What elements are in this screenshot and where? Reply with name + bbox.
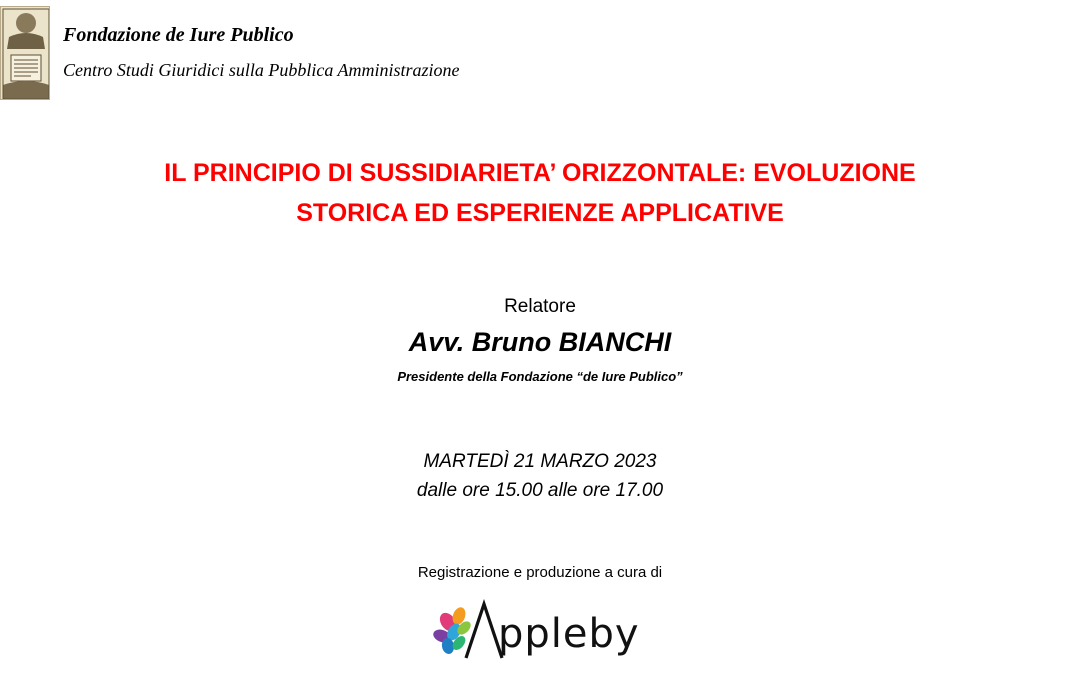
org-subtitle: Centro Studi Giuridici sulla Pubblica Amministrazione — [63, 60, 460, 80]
foundation-logo — [0, 6, 50, 100]
event-date: MARTEDÌ 21 MARZO 2023 — [423, 451, 657, 472]
org-name: Fondazione de Iure Publico — [63, 24, 294, 46]
engraved-book-frontispiece-icon — [1, 7, 50, 100]
event-title-line-2: STORICA ED ESPERIENZE APPLICATIVE — [296, 199, 784, 227]
production-credit: Registrazione e produzione a cura di — [417, 564, 663, 581]
event-title-line-1: IL PRINCIPIO DI SUSSIDIARIETA’ ORIZZONTALE: EVOLUZIONE — [164, 159, 916, 187]
speaker-name: Avv. Bruno BIANCHI — [408, 327, 672, 357]
appleby-wordmark: ppleby — [498, 611, 640, 657]
appleby-logo — [430, 596, 660, 666]
speaker-role: Presidente della Fondazione “de Iure Publico” — [397, 369, 683, 384]
event-time: dalle ore 15.00 alle ore 17.00 — [416, 480, 664, 501]
speaker-label: Relatore — [504, 296, 576, 317]
event-title — [0, 153, 1080, 233]
